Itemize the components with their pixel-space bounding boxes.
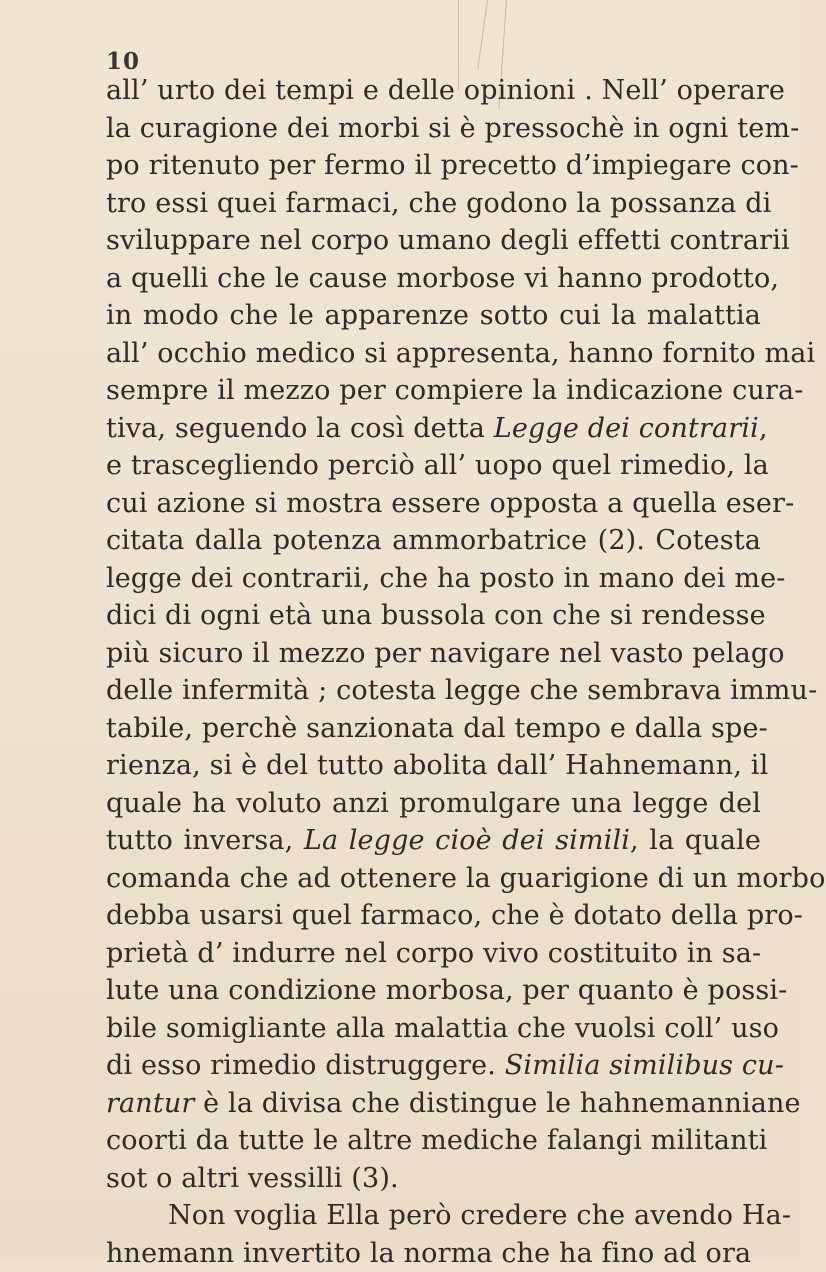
line-text: è la divisa che distingue le hahnemanniane — [194, 1088, 800, 1119]
text-line — [106, 1085, 761, 1123]
text-line — [106, 1010, 761, 1048]
line-text: più sicuro il mezzo per navigare nel vasto pelago — [106, 638, 785, 669]
text-line — [106, 297, 761, 335]
body-text — [106, 72, 761, 1272]
line-text: sviluppare nel corpo umano degli effetti contrarii — [106, 225, 790, 256]
text-line — [106, 147, 761, 185]
text-line — [106, 522, 761, 560]
text-line — [106, 897, 761, 935]
line-text: all’ occhio medico si appresenta, hanno fornito mai — [106, 338, 815, 369]
line-text: debba usarsi quel farmaco, che è dotato della pro- — [106, 900, 803, 931]
line-text: di esso rimedio distruggere. — [106, 1050, 505, 1081]
line-text: cui azione si mostra essere opposta a quella eser- — [106, 488, 794, 519]
line-text: dici di ogni età una bussola con che si rendesse — [106, 600, 766, 631]
text-line — [106, 822, 761, 860]
italic-text: La legge cioè dei simili — [304, 825, 630, 856]
text-line — [106, 560, 761, 598]
line-text: bile somigliante alla malattia che vuolsi coll’ uso — [106, 1013, 779, 1044]
text-line — [106, 747, 761, 785]
text-line — [106, 935, 761, 973]
text-line — [106, 372, 761, 410]
line-text: tabile, perchè sanzionata dal tempo e dalla spe- — [106, 713, 768, 744]
text-line — [106, 710, 761, 748]
line-text: a quelli che le cause morbose vi hanno prodotto, — [106, 263, 779, 294]
line-text: sempre il mezzo per compiere la indicazione cura- — [106, 375, 804, 406]
line-text: in modo che le apparenze sotto cui la malattia — [106, 300, 761, 331]
text-line — [106, 597, 761, 635]
line-text: e trascegliendo perciò all’ uopo quel rimedio, la — [106, 450, 769, 481]
line-text: citata dalla potenza ammorbatrice (2). Cotesta — [106, 525, 761, 556]
text-line — [106, 185, 761, 223]
text-line — [106, 110, 761, 148]
line-text: tiva, seguendo la così detta — [106, 413, 494, 444]
text-line — [106, 972, 761, 1010]
line-text: tro essi quei farmaci, che godono la possanza di — [106, 188, 771, 219]
line-text: Non voglia Ella però credere che avendo Ha- — [168, 1200, 791, 1231]
text-line — [106, 1122, 761, 1160]
text-line — [106, 260, 761, 298]
line-text: , la quale — [630, 825, 761, 856]
text-line — [106, 1197, 761, 1235]
line-text: quale ha voluto anzi promulgare una legge del — [106, 788, 761, 819]
line-text: , — [759, 413, 768, 444]
text-line — [106, 1160, 761, 1198]
line-text: coorti da tutte le altre mediche falangi militanti — [106, 1125, 767, 1156]
italic-text: Legge dei contrarii — [494, 413, 759, 444]
line-text: po ritenuto per fermo il precetto d’impiegare con- — [106, 150, 799, 181]
text-line — [106, 860, 761, 898]
text-line — [106, 1047, 761, 1085]
line-text: legge dei contrarii, che ha posto in mano dei me- — [106, 563, 785, 594]
text-line — [106, 635, 761, 673]
text-line — [106, 447, 761, 485]
line-text: la curagione dei morbi si è pressochè in ogni tem- — [106, 113, 799, 144]
line-text: delle infermità ; cotesta legge che sembrava immu- — [106, 675, 817, 706]
line-text: prietà d’ indurre nel corpo vivo costituito in sa- — [106, 938, 761, 969]
line-text: rienza, si è del tutto abolita dall’ Hahnemann, il — [106, 750, 768, 781]
text-line — [106, 410, 761, 448]
text-line — [106, 485, 761, 523]
italic-text: Similia similibus cu- — [505, 1050, 784, 1081]
line-text: tutto inversa, — [106, 825, 304, 856]
text-line — [106, 785, 761, 823]
text-line — [106, 335, 761, 373]
italic-text: rantur — [106, 1088, 194, 1119]
text-line — [106, 72, 761, 110]
text-line — [106, 222, 761, 260]
paper-crease — [477, 0, 488, 69]
line-text: all’ urto dei tempi e delle opinioni . Nell’ operare — [106, 75, 785, 106]
line-text: lute una condizione morbosa, per quanto è possi- — [106, 975, 787, 1006]
line-text: hnemann invertito la norma che ha fino ad ora — [106, 1238, 751, 1269]
text-line — [106, 672, 761, 710]
text-line — [106, 1235, 761, 1272]
line-text: comanda che ad ottenere la guarigione di un morbo — [106, 863, 826, 894]
page-number: 10 — [106, 48, 140, 75]
line-text: sot o altri vessilli (3). — [106, 1163, 399, 1194]
